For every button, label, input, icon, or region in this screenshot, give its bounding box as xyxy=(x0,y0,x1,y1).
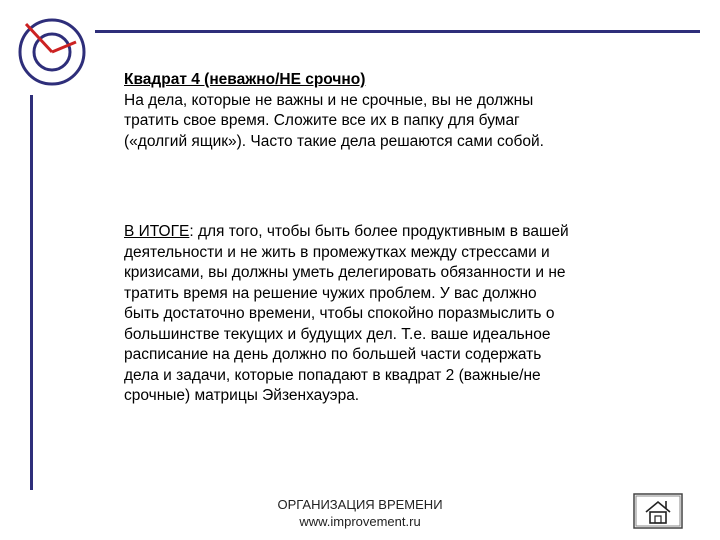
home-icon[interactable] xyxy=(633,493,683,529)
summary-line: кризисами, вы должны уметь делегировать обязанности и не xyxy=(124,264,566,281)
summary-line: большинстве текущих и будущих дел. Т.е. ваше идеальное xyxy=(124,325,551,343)
summary-line: деятельности и не жить в промежутках между стрессами и xyxy=(124,243,550,261)
summary-label: В ИТОГЕ xyxy=(124,223,190,240)
quadrant-4-line: тратить свое время. Сложите все их в папку для бумаг xyxy=(124,112,520,129)
left-rule xyxy=(30,95,33,490)
quadrant-4-block xyxy=(124,70,664,152)
footer-title: ОРГАНИЗАЦИЯ ВРЕМЕНИ xyxy=(277,497,443,512)
quadrant-4-line: («долгий ящик»). Часто такие дела решаются сами собой. xyxy=(124,132,544,150)
summary-first-line xyxy=(124,222,664,243)
summary-line: быть достаточно времени, чтобы спокойно поразмыслить о xyxy=(124,305,555,322)
footer xyxy=(240,496,480,530)
quadrant-4-line: На дела, которые не важны и не срочные, вы не должны xyxy=(124,91,534,109)
summary-line: дела и задачи, которые попадают в квадрат 2 (важные/не xyxy=(124,366,541,384)
summary-block xyxy=(124,222,664,407)
footer-url[interactable]: www.improvement.ru xyxy=(299,514,421,529)
summary-line: срочные) матрицы Эйзенхауэра. xyxy=(124,387,360,404)
summary-line: расписание на день должно по большей части содержать xyxy=(124,346,542,363)
summary-first-rest: : для того, чтобы быть более продуктивным в вашей xyxy=(189,223,569,240)
clock-icon xyxy=(12,12,92,92)
top-rule xyxy=(95,30,700,33)
summary-line: тратить время на решение чужих проблем. У вас должно xyxy=(124,284,537,302)
quadrant-4-heading: Квадрат 4 (неважно/НЕ срочно) xyxy=(124,71,366,88)
